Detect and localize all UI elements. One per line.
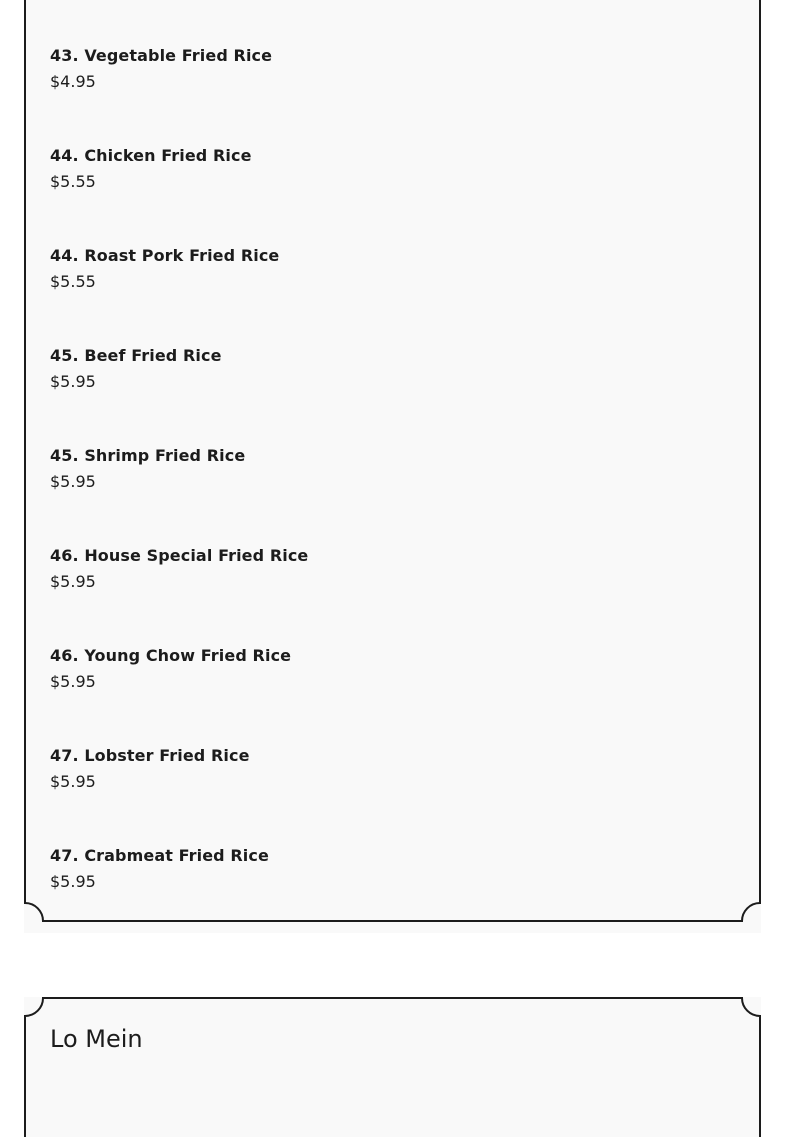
fried-rice-menu-card — [24, 0, 761, 933]
menu-item-price: $5.95 — [50, 372, 96, 391]
menu-item-price: $5.95 — [50, 672, 96, 691]
menu-item — [50, 246, 279, 292]
menu-item — [50, 146, 252, 192]
menu-item-name: 47. Crabmeat Fried Rice — [50, 846, 269, 865]
menu-item-name: 46. Young Chow Fried Rice — [50, 646, 292, 665]
menu-item — [50, 546, 308, 592]
menu-item-name: 43. Vegetable Fried Rice — [50, 46, 273, 65]
section-title: Lo Mein — [50, 1025, 143, 1053]
card-border — [24, 997, 761, 1137]
menu-item-name: 46. House Special Fried Rice — [50, 546, 309, 565]
menu-item-name: 47. Lobster Fried Rice — [50, 746, 250, 765]
menu-item-name: 45. Beef Fried Rice — [50, 346, 222, 365]
menu-item-name: 45. Shrimp Fried Rice — [50, 446, 246, 465]
menu-item-price: $5.95 — [50, 772, 96, 791]
menu-item-price: $5.55 — [50, 172, 96, 191]
menu-item — [50, 346, 222, 392]
menu-item — [50, 646, 291, 692]
menu-item-price: $5.95 — [50, 872, 96, 891]
menu-item-price: $5.55 — [50, 272, 96, 291]
menu-item-price: $4.95 — [50, 72, 96, 91]
menu-item-name: 44. Chicken Fried Rice — [50, 146, 252, 165]
lo-mein-menu-card — [24, 997, 761, 1137]
menu-item-name: 44. Roast Pork Fried Rice — [50, 246, 280, 265]
menu-item — [50, 846, 269, 892]
menu-item — [50, 746, 250, 792]
menu-item-price: $5.95 — [50, 472, 96, 491]
menu-item-price: $5.95 — [50, 572, 96, 591]
menu-item — [50, 446, 245, 492]
menu-item — [50, 46, 272, 92]
